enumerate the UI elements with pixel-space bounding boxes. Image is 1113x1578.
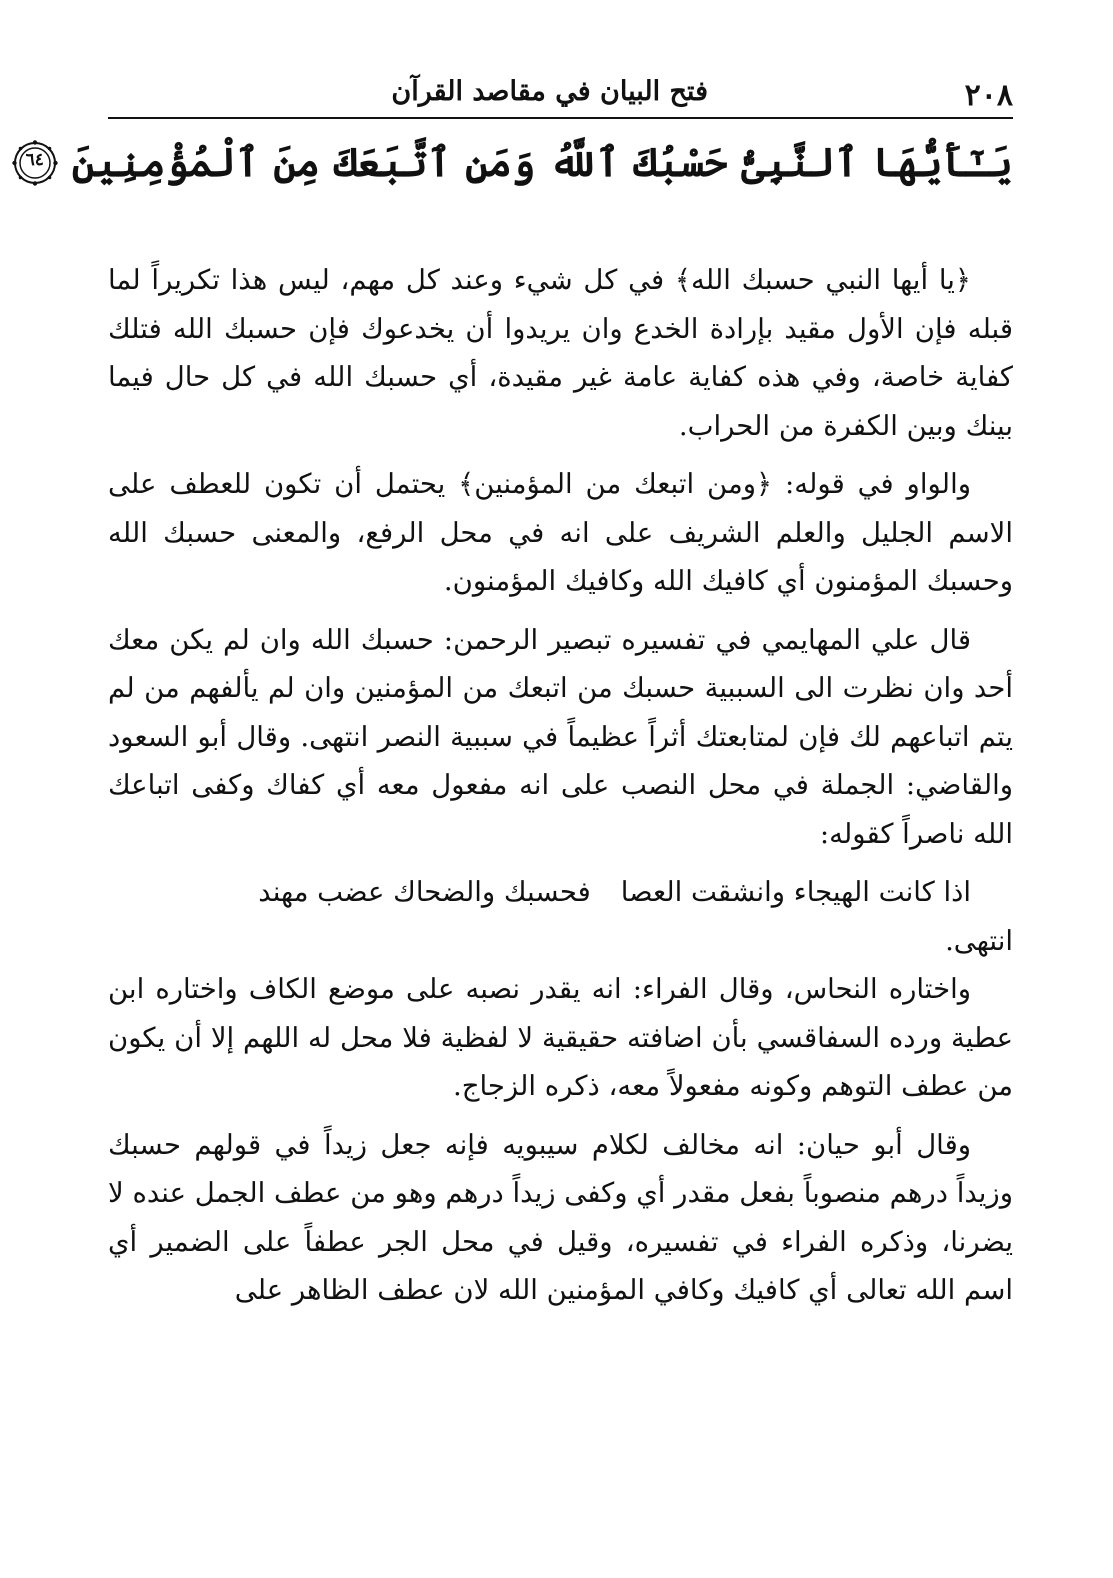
running-header <box>108 72 1013 116</box>
verse-number: ٦٤ <box>25 150 44 170</box>
header-divider <box>108 117 1013 119</box>
poem-second-hemistich: فحسبك والضحاك عضب مهند <box>258 876 591 908</box>
paragraph-2: والواو في قوله: ﴿ومن اتبعك من المؤمنين﴾ يحتمل أن تكون للعطف على الاسم الجليل والعلم الشريف على انه في محل الرفع، والمعنى حسبك الله وحسبك المؤمنون أي كافيك الله وكافيك المؤمنون. <box>108 468 1013 597</box>
paragraph-4: واختاره النحاس، وقال الفراء: انه يقدر نصبه على موضع الكاف واختاره ابن عطية ورده السفاقسي بأن اضافته حقيقية لا لفظية فلا محل له اللهم إلا أن يكون من عطف التوهم وكونه مفعولاً معه، ذكره الزجاج. <box>108 973 1013 1102</box>
poetry-couplet <box>108 868 1013 965</box>
paragraph-1: ﴿يا أيها النبي حسبك الله﴾ في كل شيء وعند كل مهم، ليس هذا تكريراً لما قبله فإن الأول مقيد بإرادة الخدع وان يريدوا أن يخدعوك فإن حسبك الله فتلك كفاية خاصة، وفي هذه كفاية عامة غير مقيدة، أي حسبك الله في كل حال فيما بينك وبين الكفرة من الحراب. <box>108 264 1013 442</box>
commentary-body <box>108 256 1013 1508</box>
page-number: ٢٠٨ <box>964 78 1013 113</box>
paragraph-5: وقال أبو حيان: انه مخالف لكلام سيبويه فإنه جعل زيداً في قولهم حسبك وزيداً درهم منصوباً بفعل مقدر أي وكفى زيداً درهم وهو من عطف الجمل عنده لا يضرنا، وذكره الفراء في تفسيره، وقيل في محل الجر عطفاً على الضمير أي اسم الله تعالى أي كافيك وكافي المؤمنين الله لان عطف الظاهر على <box>108 1128 1013 1306</box>
poem-end-note: انتهى. <box>945 924 1013 957</box>
poem-first-hemistich: اذا كانت الهيجاء وانشقت العصا <box>620 876 971 908</box>
book-title: فتح البيان في مقاصد القرآن <box>391 76 708 107</box>
verse-end-marker <box>12 140 58 186</box>
quran-verse <box>25 130 1013 196</box>
paragraph-3: قال علي المهايمي في تفسيره تبصير الرحمن: حسبك الله وان لم يكن معك أحد وان نظرت الى السببية حسبك من اتبعك من المؤمنين وان لم يألفهم من لم يتم اتباعهم لك فإن لمتابعتك أثراً عظيماً في سببية النصر انتهى. وقال أبو السعود والقاضي: الجملة في محل النصب على انه مفعول معه أي كفاك وكفى اتباعك الله ناصراً كقوله: <box>108 623 1013 850</box>
verse-text: يَـٰٓأَيُّهَا ٱلنَّبِىُّ حَسْبُكَ ٱللَّهُ وَمَنِ ٱتَّبَعَكَ مِنَ ٱلْمُؤْمِنِينَ <box>71 139 1013 186</box>
